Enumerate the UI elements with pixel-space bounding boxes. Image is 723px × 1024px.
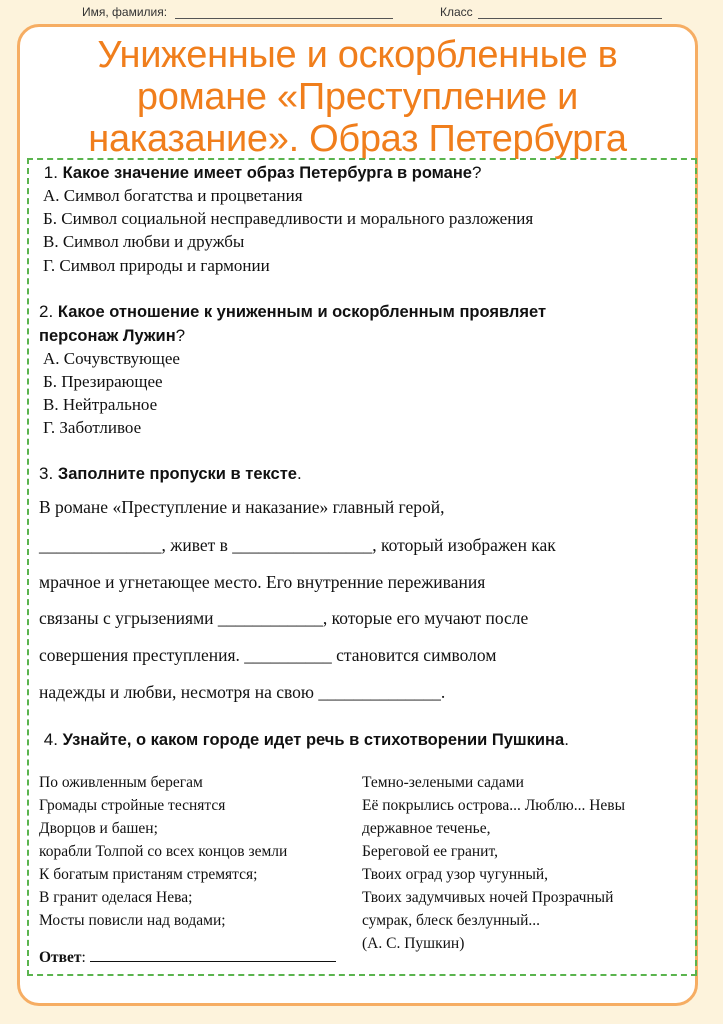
question-3-text: Заполните пропуски в тексте bbox=[57, 465, 297, 483]
question-3 bbox=[39, 462, 679, 486]
poem-line: Дворцов и башен; bbox=[39, 820, 158, 837]
poem-line: Твоих задумчивых ночей Прозрачный bbox=[362, 889, 614, 906]
fill-text-line-6[interactable]: надежды и любви, несмотря на свою ______________. bbox=[39, 682, 446, 702]
poem-left-column bbox=[39, 771, 287, 932]
question-4-text: Узнайте, о каком городе идет речь в стихотворении Пушкина bbox=[62, 731, 565, 749]
question-1-text: Какое значение имеет образ Петербурга в романе bbox=[62, 164, 472, 182]
question-3-number: 3. bbox=[39, 464, 54, 483]
question-3-mark: . bbox=[296, 464, 302, 483]
question-2-text-line-2: персонаж Лужин bbox=[39, 327, 176, 345]
poem-right-column bbox=[362, 771, 625, 955]
q1-option-d[interactable]: Г. Символ природы и гармонии bbox=[43, 256, 270, 275]
question-1-number: 1. bbox=[43, 163, 58, 182]
poem-line: В гранит оделася Нева; bbox=[39, 889, 193, 906]
fill-text-line-5[interactable]: совершения преступления. __________ становится символом bbox=[39, 645, 497, 665]
title-line-2: романе «Преступление и bbox=[136, 76, 579, 118]
poem-line: Её покрылись острова... Люблю... Невы bbox=[362, 797, 626, 814]
q2-option-d[interactable]: Г. Заботливое bbox=[43, 418, 142, 437]
question-4 bbox=[39, 728, 679, 752]
poem-line: Громады стройные теснятся bbox=[39, 797, 226, 814]
poem-line: сумрак, блеск безлунный... bbox=[362, 912, 541, 929]
answer-row bbox=[39, 948, 336, 967]
fill-text-line-4[interactable]: связаны с угрызениями ____________, которые его мучают после bbox=[39, 608, 529, 628]
answer-colon: : bbox=[81, 949, 86, 966]
poem-line: державное теченье, bbox=[362, 820, 491, 837]
question-2-text-line-1: Какое отношение к униженным и оскорбленным проявляет bbox=[57, 303, 547, 321]
q1-option-b[interactable]: Б. Символ социальной несправедливости и морального разложения bbox=[43, 209, 534, 228]
question-2 bbox=[39, 300, 679, 348]
poem-line: Мосты повисли над водами; bbox=[39, 912, 226, 929]
poem-line: Береговой ее гранит, bbox=[362, 843, 498, 860]
title-line-1: Униженные и оскорбленные в bbox=[97, 34, 618, 76]
question-2-number: 2. bbox=[39, 302, 54, 321]
answer-field[interactable] bbox=[90, 948, 336, 962]
poem-line: корабли Толпой со всех концов земли bbox=[39, 843, 288, 860]
q2-option-c[interactable]: В. Нейтральное bbox=[43, 395, 158, 414]
name-label: Имя, фамилия: bbox=[82, 5, 168, 19]
header-bar bbox=[0, 2, 723, 22]
poem-line: К богатым пристаням стремятся; bbox=[39, 866, 258, 883]
question-1-mark: ? bbox=[471, 163, 482, 182]
question-4-mark: . bbox=[564, 730, 569, 749]
answer-label: Ответ bbox=[39, 949, 82, 966]
q2-option-a[interactable]: А. Сочувствующее bbox=[43, 349, 180, 368]
name-field[interactable] bbox=[175, 18, 393, 19]
poem-line: По оживленным берегам bbox=[39, 774, 203, 791]
q2-option-b[interactable]: Б. Презирающее bbox=[43, 372, 163, 391]
q1-option-a[interactable]: А. Символ богатства и процветания bbox=[43, 186, 303, 205]
class-field[interactable] bbox=[478, 18, 662, 19]
fill-text-line-1: В романе «Преступление и наказание» главный герой, bbox=[39, 497, 445, 517]
poem-author: (А. С. Пушкин) bbox=[362, 935, 465, 952]
title-line-3: наказание». Образ Петербурга bbox=[88, 118, 627, 160]
question-1 bbox=[39, 161, 679, 185]
class-label: Класс bbox=[440, 5, 473, 19]
poem-line: Твоих оград узор чугунный, bbox=[362, 866, 549, 883]
question-2-mark: ? bbox=[175, 326, 186, 345]
question-4-number: 4. bbox=[43, 730, 58, 749]
fill-text-line-3: мрачное и угнетающее место. Его внутренние переживания bbox=[39, 572, 486, 592]
fill-text-line-2[interactable]: ______________, живет в ________________, который изображен как bbox=[39, 535, 556, 555]
page-title bbox=[17, 34, 698, 160]
q1-option-c[interactable]: В. Символ любви и дружбы bbox=[43, 232, 245, 251]
poem-line: Темно-зелеными садами bbox=[362, 774, 524, 791]
